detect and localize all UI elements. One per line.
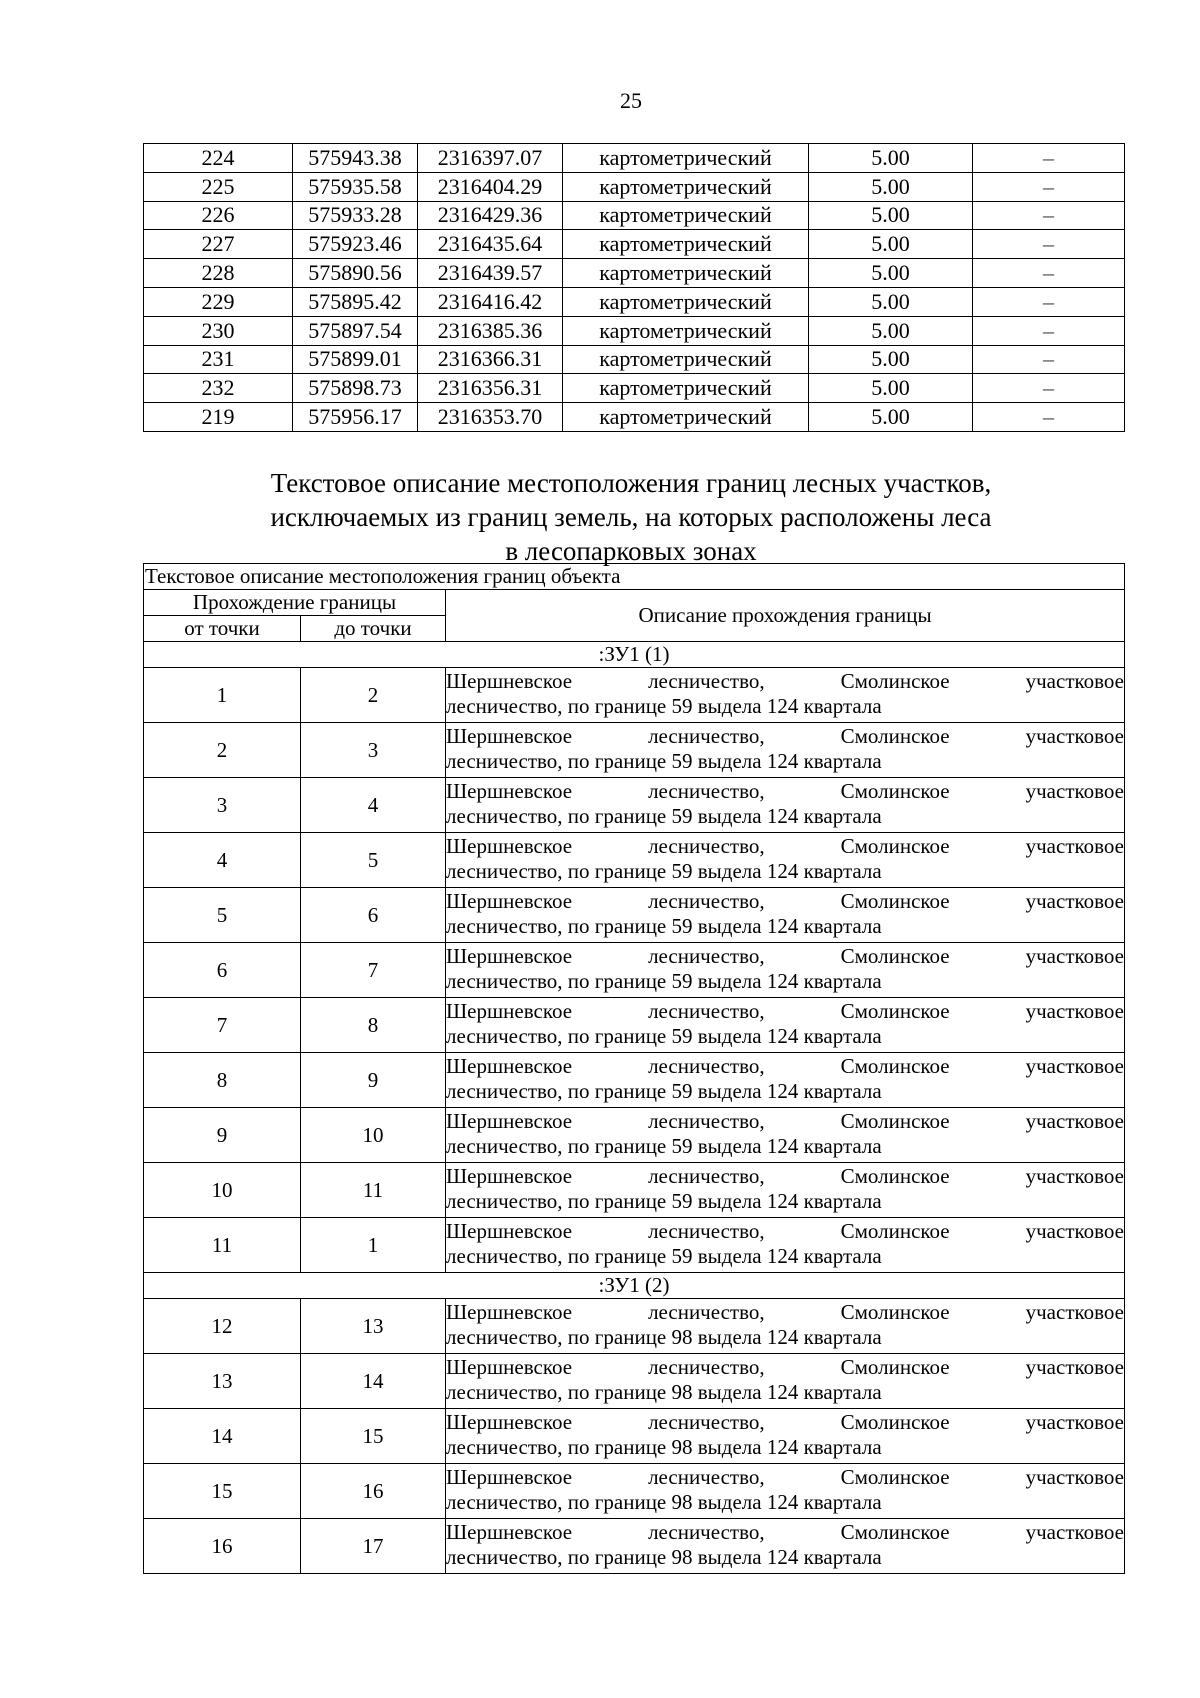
note-value: – <box>973 287 1125 316</box>
table-title-row <box>144 564 1125 590</box>
point-number: 228 <box>144 259 293 288</box>
determination-method: картометрический <box>563 287 809 316</box>
description-line-1 <box>446 1164 1124 1189</box>
description-line-2: лесничество, по границе 98 выдела 124 квартала <box>446 1490 882 1514</box>
description-line-2: лесничество, по границе 59 выдела 124 квартала <box>446 804 882 828</box>
to-point: 9 <box>301 1053 446 1108</box>
point-number: 224 <box>144 144 293 173</box>
description-word: Смолинское <box>840 1355 950 1379</box>
description-line-2: лесничество, по границе 59 выдела 124 квартала <box>446 1024 882 1048</box>
y-coordinate: 2316416.42 <box>418 287 563 316</box>
description-word: Шершневское <box>446 1054 573 1078</box>
table-row <box>144 172 1125 201</box>
accuracy-value: 5.00 <box>809 287 973 316</box>
description-word: Шершневское <box>446 1410 573 1434</box>
from-point: 10 <box>144 1163 301 1218</box>
boundary-description <box>446 778 1125 833</box>
accuracy-value: 5.00 <box>809 259 973 288</box>
description-word: Шершневское <box>446 944 573 968</box>
to-point: 7 <box>301 943 446 998</box>
boundary-description-table <box>143 563 1125 1574</box>
accuracy-value: 5.00 <box>809 201 973 230</box>
description-word: Шершневское <box>446 1164 573 1188</box>
description-word: участковое <box>1025 669 1124 693</box>
boundary-description <box>446 943 1125 998</box>
to-point: 16 <box>301 1464 446 1519</box>
description-word: Шершневское <box>446 1219 573 1243</box>
table-row <box>144 1519 1125 1574</box>
description-word: лесничество, <box>648 1520 765 1544</box>
note-value: – <box>973 172 1125 201</box>
description-word: участковое <box>1025 999 1124 1023</box>
to-point: 14 <box>301 1354 446 1409</box>
description-word: Смолинское <box>840 1219 950 1243</box>
section-heading-line-3: в лесопарковых зонах <box>505 536 757 566</box>
from-point: 14 <box>144 1409 301 1464</box>
description-word: Смолинское <box>840 1054 950 1078</box>
note-value: – <box>973 403 1125 432</box>
coordinates-table <box>143 143 1125 432</box>
table-row <box>144 1354 1125 1409</box>
boundary-description <box>446 668 1125 723</box>
description-line-2: лесничество, по границе 59 выдела 124 квартала <box>446 914 882 938</box>
description-word: участковое <box>1025 1164 1124 1188</box>
description-line-2: лесничество, по границе 59 выдела 124 квартала <box>446 1079 882 1103</box>
point-number: 226 <box>144 201 293 230</box>
boundary-description <box>446 998 1125 1053</box>
description-word: Шершневское <box>446 1355 573 1379</box>
description-line-2: лесничество, по границе 59 выдела 124 квартала <box>446 1134 882 1158</box>
description-line-1 <box>446 999 1124 1024</box>
x-coordinate: 575898.73 <box>293 374 418 403</box>
table-row <box>144 833 1125 888</box>
table-row <box>144 1299 1125 1354</box>
to-point: 13 <box>301 1299 446 1354</box>
section-label: :ЗУ1 (2) <box>144 1273 1125 1299</box>
determination-method: картометрический <box>563 374 809 403</box>
description-word: участковое <box>1025 779 1124 803</box>
description-line-1 <box>446 1300 1124 1325</box>
description-word: лесничество, <box>648 1164 765 1188</box>
table-row <box>144 1053 1125 1108</box>
table-row <box>144 778 1125 833</box>
determination-method: картометрический <box>563 144 809 173</box>
to-point-header: до точки <box>301 616 446 642</box>
description-word: лесничество, <box>648 1410 765 1434</box>
note-value: – <box>973 144 1125 173</box>
from-point: 1 <box>144 668 301 723</box>
section-row <box>144 1273 1125 1299</box>
description-word: Шершневское <box>446 889 573 913</box>
description-word: участковое <box>1025 1054 1124 1078</box>
x-coordinate: 575899.01 <box>293 345 418 374</box>
table-row <box>144 1218 1125 1273</box>
description-word: Шершневское <box>446 1465 573 1489</box>
table-row <box>144 144 1125 173</box>
description-word: участковое <box>1025 1219 1124 1243</box>
description-word: Смолинское <box>840 1465 950 1489</box>
table-row <box>144 374 1125 403</box>
description-word: лесничество, <box>648 1219 765 1243</box>
accuracy-value: 5.00 <box>809 230 973 259</box>
boundary-description <box>446 1299 1125 1354</box>
section-heading <box>0 466 1200 568</box>
description-word: участковое <box>1025 1355 1124 1379</box>
description-word: Смолинское <box>840 1520 950 1544</box>
table-row <box>144 230 1125 259</box>
accuracy-value: 5.00 <box>809 144 973 173</box>
table-row <box>144 201 1125 230</box>
determination-method: картометрический <box>563 259 809 288</box>
table-row <box>144 345 1125 374</box>
accuracy-value: 5.00 <box>809 316 973 345</box>
from-point: 11 <box>144 1218 301 1273</box>
description-word: Смолинское <box>840 944 950 968</box>
section-heading-line-1: Текстовое описание местоположения границ лесных участков, <box>270 468 992 498</box>
to-point: 1 <box>301 1218 446 1273</box>
y-coordinate: 2316366.31 <box>418 345 563 374</box>
description-word: участковое <box>1025 1109 1124 1133</box>
description-word: Шершневское <box>446 1520 573 1544</box>
description-line-2: лесничество, по границе 59 выдела 124 квартала <box>446 969 882 993</box>
x-coordinate: 575923.46 <box>293 230 418 259</box>
description-word: Смолинское <box>840 834 950 858</box>
description-word: Шершневское <box>446 779 573 803</box>
table-row <box>144 259 1125 288</box>
to-point: 2 <box>301 668 446 723</box>
y-coordinate: 2316404.29 <box>418 172 563 201</box>
table-row <box>144 888 1125 943</box>
x-coordinate: 575933.28 <box>293 201 418 230</box>
description-word: лесничество, <box>648 1355 765 1379</box>
table-row <box>144 1409 1125 1464</box>
boundary-description <box>446 723 1125 778</box>
x-coordinate: 575935.58 <box>293 172 418 201</box>
page-number: 25 <box>620 88 642 113</box>
from-point: 4 <box>144 833 301 888</box>
to-point: 8 <box>301 998 446 1053</box>
description-line-2: лесничество, по границе 59 выдела 124 квартала <box>446 749 882 773</box>
description-word: Смолинское <box>840 1164 950 1188</box>
description-word: Смолинское <box>840 1300 950 1324</box>
description-line-2: лесничество, по границе 59 выдела 124 квартала <box>446 1244 882 1268</box>
from-point: 12 <box>144 1299 301 1354</box>
description-line-2: лесничество, по границе 98 выдела 124 квартала <box>446 1545 882 1569</box>
point-number: 232 <box>144 374 293 403</box>
to-point: 5 <box>301 833 446 888</box>
passage-header: Прохождение границы <box>144 590 446 616</box>
point-number: 219 <box>144 403 293 432</box>
to-point: 17 <box>301 1519 446 1574</box>
accuracy-value: 5.00 <box>809 345 973 374</box>
description-line-2: лесничество, по границе 98 выдела 124 квартала <box>446 1435 882 1459</box>
point-number: 231 <box>144 345 293 374</box>
x-coordinate: 575943.38 <box>293 144 418 173</box>
description-word: лесничество, <box>648 999 765 1023</box>
description-word: Смолинское <box>840 889 950 913</box>
boundary-description <box>446 1409 1125 1464</box>
table-row <box>144 1108 1125 1163</box>
description-word: лесничество, <box>648 724 765 748</box>
description-line-1 <box>446 889 1124 914</box>
table-row <box>144 1163 1125 1218</box>
description-line-1 <box>446 1219 1124 1244</box>
section-row <box>144 642 1125 668</box>
description-word: лесничество, <box>648 944 765 968</box>
note-value: – <box>973 230 1125 259</box>
description-word: лесничество, <box>648 889 765 913</box>
description-line-1 <box>446 834 1124 859</box>
from-point: 16 <box>144 1519 301 1574</box>
description-word: лесничество, <box>648 1054 765 1078</box>
accuracy-value: 5.00 <box>809 403 973 432</box>
boundary-description <box>446 1053 1125 1108</box>
x-coordinate: 575897.54 <box>293 316 418 345</box>
y-coordinate: 2316435.64 <box>418 230 563 259</box>
description-word: Смолинское <box>840 779 950 803</box>
description-word: Шершневское <box>446 1109 573 1133</box>
note-value: – <box>973 345 1125 374</box>
boundary-description <box>446 1354 1125 1409</box>
description-line-1 <box>446 1355 1124 1380</box>
boundary-description <box>446 1218 1125 1273</box>
section-label: :ЗУ1 (1) <box>144 642 1125 668</box>
point-number: 230 <box>144 316 293 345</box>
y-coordinate: 2316385.36 <box>418 316 563 345</box>
to-point: 6 <box>301 888 446 943</box>
description-word: участковое <box>1025 1520 1124 1544</box>
description-word: Смолинское <box>840 999 950 1023</box>
accuracy-value: 5.00 <box>809 172 973 201</box>
description-word: Шершневское <box>446 669 573 693</box>
to-point: 4 <box>301 778 446 833</box>
description-word: лесничество, <box>648 1300 765 1324</box>
description-header: Описание прохождения границы <box>446 590 1125 642</box>
from-point: 2 <box>144 723 301 778</box>
table-title: Текстовое описание местоположения границ объекта <box>144 564 1125 590</box>
from-point: 5 <box>144 888 301 943</box>
boundary-description <box>446 1108 1125 1163</box>
description-word: Шершневское <box>446 999 573 1023</box>
header-row <box>144 590 1125 616</box>
description-line-1 <box>446 779 1124 804</box>
table-row <box>144 1464 1125 1519</box>
description-word: Шершневское <box>446 834 573 858</box>
y-coordinate: 2316439.57 <box>418 259 563 288</box>
boundary-description <box>446 888 1125 943</box>
description-word: лесничество, <box>648 834 765 858</box>
table-row <box>144 287 1125 316</box>
determination-method: картометрический <box>563 201 809 230</box>
description-line-1 <box>446 1520 1124 1545</box>
table-row <box>144 998 1125 1053</box>
description-word: участковое <box>1025 1465 1124 1489</box>
y-coordinate: 2316429.36 <box>418 201 563 230</box>
table-row <box>144 403 1125 432</box>
point-number: 229 <box>144 287 293 316</box>
to-point: 10 <box>301 1108 446 1163</box>
description-word: лесничество, <box>648 1109 765 1133</box>
x-coordinate: 575956.17 <box>293 403 418 432</box>
x-coordinate: 575890.56 <box>293 259 418 288</box>
note-value: – <box>973 316 1125 345</box>
description-line-1 <box>446 669 1124 694</box>
description-line-1 <box>446 1410 1124 1435</box>
description-word: участковое <box>1025 1410 1124 1434</box>
description-line-2: лесничество, по границе 59 выдела 124 квартала <box>446 1189 882 1213</box>
description-line-2: лесничество, по границе 59 выдела 124 квартала <box>446 694 882 718</box>
note-value: – <box>973 201 1125 230</box>
y-coordinate: 2316353.70 <box>418 403 563 432</box>
note-value: – <box>973 374 1125 403</box>
description-line-1 <box>446 1109 1124 1134</box>
accuracy-value: 5.00 <box>809 374 973 403</box>
to-point: 11 <box>301 1163 446 1218</box>
description-word: участковое <box>1025 944 1124 968</box>
description-line-2: лесничество, по границе 98 выдела 124 квартала <box>446 1380 882 1404</box>
table-row <box>144 668 1125 723</box>
section-heading-line-2: исключаемых из границ земель, на которых расположены леса <box>270 502 992 532</box>
description-word: участковое <box>1025 889 1124 913</box>
boundary-description <box>446 1519 1125 1574</box>
point-number: 225 <box>144 172 293 201</box>
point-number: 227 <box>144 230 293 259</box>
table-row <box>144 943 1125 998</box>
description-word: участковое <box>1025 1300 1124 1324</box>
description-line-1 <box>446 724 1124 749</box>
description-line-1 <box>446 944 1124 969</box>
description-word: Смолинское <box>840 1410 950 1434</box>
from-point: 9 <box>144 1108 301 1163</box>
to-point: 15 <box>301 1409 446 1464</box>
from-point: 8 <box>144 1053 301 1108</box>
description-word: лесничество, <box>648 779 765 803</box>
description-word: лесничество, <box>648 669 765 693</box>
from-point: 7 <box>144 998 301 1053</box>
description-word: Шершневское <box>446 1300 573 1324</box>
description-line-1 <box>446 1465 1124 1490</box>
determination-method: картометрический <box>563 403 809 432</box>
determination-method: картометрический <box>563 230 809 259</box>
y-coordinate: 2316397.07 <box>418 144 563 173</box>
boundary-description <box>446 1464 1125 1519</box>
x-coordinate: 575895.42 <box>293 287 418 316</box>
from-point: 15 <box>144 1464 301 1519</box>
to-point: 3 <box>301 723 446 778</box>
table-row <box>144 723 1125 778</box>
description-line-1 <box>446 1054 1124 1079</box>
note-value: – <box>973 259 1125 288</box>
from-point: 13 <box>144 1354 301 1409</box>
table-row <box>144 316 1125 345</box>
boundary-description <box>446 1163 1125 1218</box>
from-point: 3 <box>144 778 301 833</box>
from-point-header: от точки <box>144 616 301 642</box>
determination-method: картометрический <box>563 172 809 201</box>
description-line-2: лесничество, по границе 98 выдела 124 квартала <box>446 1325 882 1349</box>
determination-method: картометрический <box>563 316 809 345</box>
description-word: Смолинское <box>840 669 950 693</box>
y-coordinate: 2316356.31 <box>418 374 563 403</box>
description-word: Шершневское <box>446 724 573 748</box>
determination-method: картометрический <box>563 345 809 374</box>
description-word: участковое <box>1025 724 1124 748</box>
from-point: 6 <box>144 943 301 998</box>
description-line-2: лесничество, по границе 59 выдела 124 квартала <box>446 859 882 883</box>
description-word: лесничество, <box>648 1465 765 1489</box>
description-word: участковое <box>1025 834 1124 858</box>
description-word: Смолинское <box>840 1109 950 1133</box>
boundary-description <box>446 833 1125 888</box>
description-word: Смолинское <box>840 724 950 748</box>
